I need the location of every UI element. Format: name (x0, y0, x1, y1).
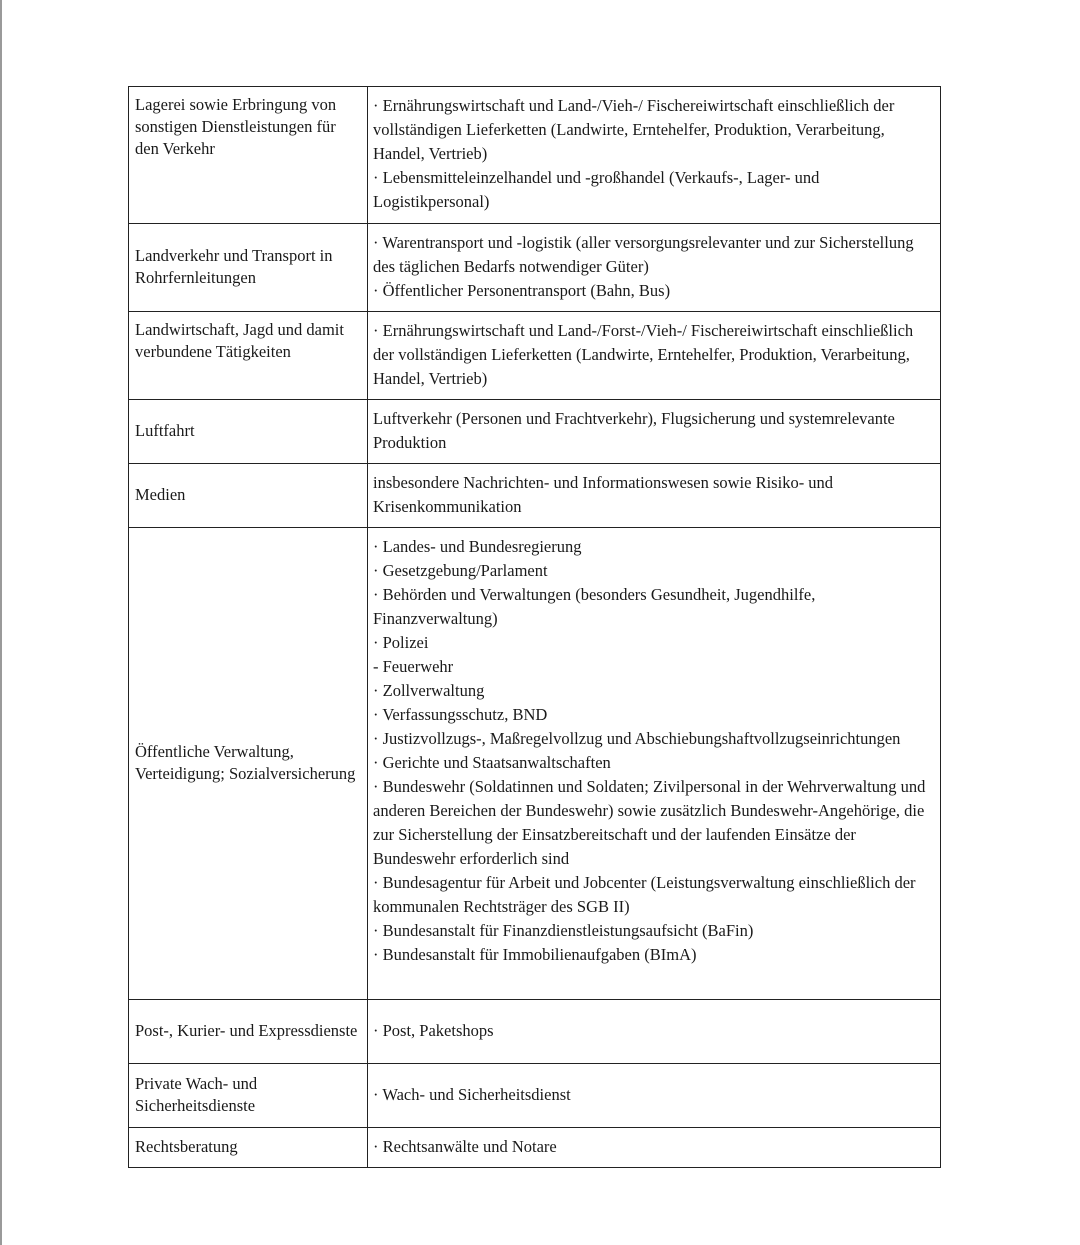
table-row (129, 224, 941, 312)
list-item: · Zollverwaltung (373, 681, 485, 700)
list-item: Luftverkehr (Personen und Frachtverkehr), Flugsicherung und systemrelevante Produktion (373, 409, 895, 452)
list-item: insbesondere Nachrichten- und Informationswesen sowie Risiko- und Krisenkommunikation (373, 473, 834, 516)
list-item: · Lebensmitteleinzelhandel und -großhandel (Verkaufs-, Lager- und Logistikpersonal) (373, 168, 820, 211)
list-item: · Gerichte und Staatsanwaltschaften (373, 753, 611, 772)
table-row (129, 87, 941, 224)
sector-cell: Post-, Kurier- und Expressdienste (129, 1000, 368, 1064)
list-item: · Justizvollzugs-, Maßregelvollzug und Abschiebungshaftvollzugseinrichtungen (373, 729, 901, 748)
list-item: · Wach- und Sicherheitsdienst (373, 1085, 571, 1104)
detail-cell (368, 312, 941, 400)
list-item: · Post, Paketshops (373, 1021, 494, 1040)
detail-cell (368, 1000, 941, 1064)
detail-cell (368, 1064, 941, 1128)
list-item: · Warentransport und -logistik (aller versorgungsrelevanter und zur Sicherstellung des täglichen Bedarfs notwendiger Güter) (373, 233, 914, 276)
detail-cell (368, 1128, 941, 1168)
sector-cell: Medien (129, 464, 368, 528)
list-item: · Rechtsanwälte und Notare (373, 1137, 557, 1156)
detail-cell (368, 464, 941, 528)
sector-cell: Rechtsberatung (129, 1128, 368, 1168)
table-row (129, 1128, 941, 1168)
list-item: · Landes- und Bundesregierung (373, 537, 582, 556)
list-item: · Bundeswehr (Soldatinnen und Soldaten; Zivilpersonal in der Wehrverwaltung und anderen Bereichen der Bundeswehr) sowie zusätzlich Bundeswehr-Angehörige, die zur Sicherstellung der Einsatzbereitschaft und der laufenden Einsätze der Bundeswehr erforderlich sind (373, 777, 926, 868)
list-item: · Behörden und Verwaltungen (besonders Gesundheit, Jugendhilfe, Finanzverwaltung) (373, 585, 816, 628)
list-item: · Ernährungswirtschaft und Land-/Forst-/Vieh-/ Fischereiwirtschaft einschließlich der vollständigen Lieferketten (Landwirte, Erntehelfer, Produktion, Verarbeitung, Handel, Vertrieb) (373, 321, 914, 388)
list-item: · Polizei (373, 633, 429, 652)
sector-cell: Lagerei sowie Erbringung von sonstigen Dienstleistungen für den Verkehr (129, 87, 368, 224)
list-item: · Bundesanstalt für Finanzdienstleistungsaufsicht (BaFin) (373, 921, 754, 940)
sector-cell: Luftfahrt (129, 400, 368, 464)
table-row (129, 312, 941, 400)
list-item: · Verfassungsschutz, BND (373, 705, 548, 724)
table-row (129, 1000, 941, 1064)
detail-cell (368, 87, 941, 224)
list-item: · Ernährungswirtschaft und Land-/Vieh-/ Fischereiwirtschaft einschließlich der vollständigen Lieferketten (Landwirte, Erntehelfer, Produktion, Verarbeitung, Handel, Vertrieb) (373, 96, 895, 163)
list-item: · Bundesagentur für Arbeit und Jobcenter (Leistungsverwaltung einschließlich der kommunalen Rechtsträger des SGB II) (373, 873, 916, 916)
list-item: · Bundesanstalt für Immobilienaufgaben (BImA) (373, 945, 697, 964)
detail-cell (368, 400, 941, 464)
list-item: · Öffentlicher Personentransport (Bahn, Bus) (373, 281, 671, 300)
table-row (129, 400, 941, 464)
detail-cell (368, 528, 941, 1000)
list-item: · Gesetzgebung/Parlament (373, 561, 548, 580)
table-row (129, 528, 941, 1000)
list-item: - Feuerwehr (373, 657, 454, 676)
table-row (129, 464, 941, 528)
sector-table (128, 86, 941, 1168)
sector-cell: Öffentliche Verwaltung, Verteidigung; Sozialversicherung (129, 528, 368, 1000)
page-left-edge (0, 0, 2, 1245)
sector-cell: Landwirtschaft, Jagd und damit verbundene Tätigkeiten (129, 312, 368, 400)
sector-cell: Private Wach- und Sicherheitsdienste (129, 1064, 368, 1128)
sector-cell: Landverkehr und Transport in Rohrfernleitungen (129, 224, 368, 312)
table-row (129, 1064, 941, 1128)
detail-cell (368, 224, 941, 312)
